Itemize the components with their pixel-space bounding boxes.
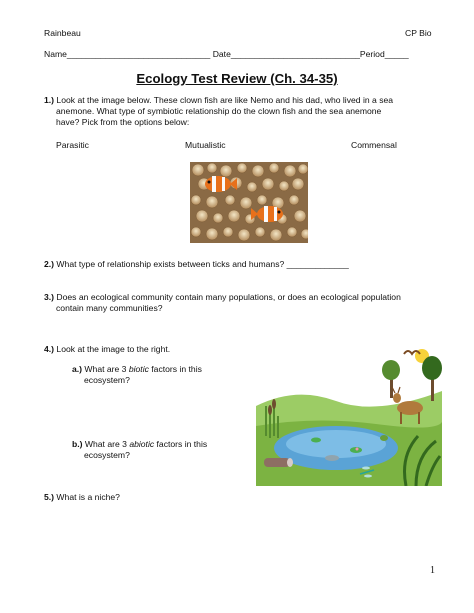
question-4b-line2: ecosystem? xyxy=(84,450,130,460)
emphasis-abiotic: abiotic xyxy=(129,439,155,449)
question-4a xyxy=(72,364,202,375)
question-3-line2: contain many communities? xyxy=(56,303,163,313)
clownfish-anemone-image xyxy=(190,162,308,243)
question-number: 1.) xyxy=(44,95,55,105)
question-number: 4.) xyxy=(44,344,55,354)
header-left: Rainbeau xyxy=(44,28,81,38)
question-4 xyxy=(44,344,170,355)
question-2 xyxy=(44,259,349,270)
question-number: 2.) xyxy=(44,259,55,269)
question-1-line3: have? Pick from the options below: xyxy=(56,117,190,127)
frog-icon xyxy=(380,435,388,441)
pond-ecosystem-image xyxy=(256,346,442,486)
option-parasitic: Parasitic xyxy=(56,140,89,150)
question-text: Look at the image below. These clown fish are like Nemo and his dad, who lived in a sea xyxy=(56,95,394,105)
question-5 xyxy=(44,492,120,503)
question-3 xyxy=(44,292,401,303)
subquestion-text: What are 3 xyxy=(84,439,130,449)
fish-icon xyxy=(325,455,339,461)
option-mutualistic: Mutualistic xyxy=(185,140,226,150)
name-date-period-line: Name______________________________ Date___________________________Period_____ xyxy=(44,49,409,59)
question-number: 3.) xyxy=(44,292,55,302)
page-number: 1 xyxy=(430,565,435,576)
question-text: What type of relationship exists between ticks and humans? _____________ xyxy=(56,259,349,269)
subquestion-letter: b.) xyxy=(72,439,83,449)
question-text: What is a niche? xyxy=(56,492,120,502)
log-icon xyxy=(264,458,290,467)
question-number: 5.) xyxy=(44,492,55,502)
header-right: CP Bio xyxy=(405,28,432,38)
question-text: Does an ecological community contain many populations, or does an ecological population xyxy=(56,292,401,302)
subquestion-text: What are 3 xyxy=(84,364,129,374)
question-1-line2: anemone. What type of symbiotic relationship do the clown fish and the sea anemone xyxy=(56,106,382,116)
question-4b xyxy=(72,439,207,450)
question-4a-line2: ecosystem? xyxy=(84,375,130,385)
subquestion-text-end: factors in this xyxy=(148,364,202,374)
question-1 xyxy=(44,95,444,106)
emphasis-biotic: biotic xyxy=(128,364,149,374)
subquestion-letter: a.) xyxy=(72,364,83,374)
subquestion-text-end: factors in this xyxy=(154,439,208,449)
option-commensal: Commensal xyxy=(351,140,397,150)
page-title: Ecology Test Review (Ch. 34-35) xyxy=(136,71,338,86)
question-text: Look at the image to the right. xyxy=(56,344,171,354)
